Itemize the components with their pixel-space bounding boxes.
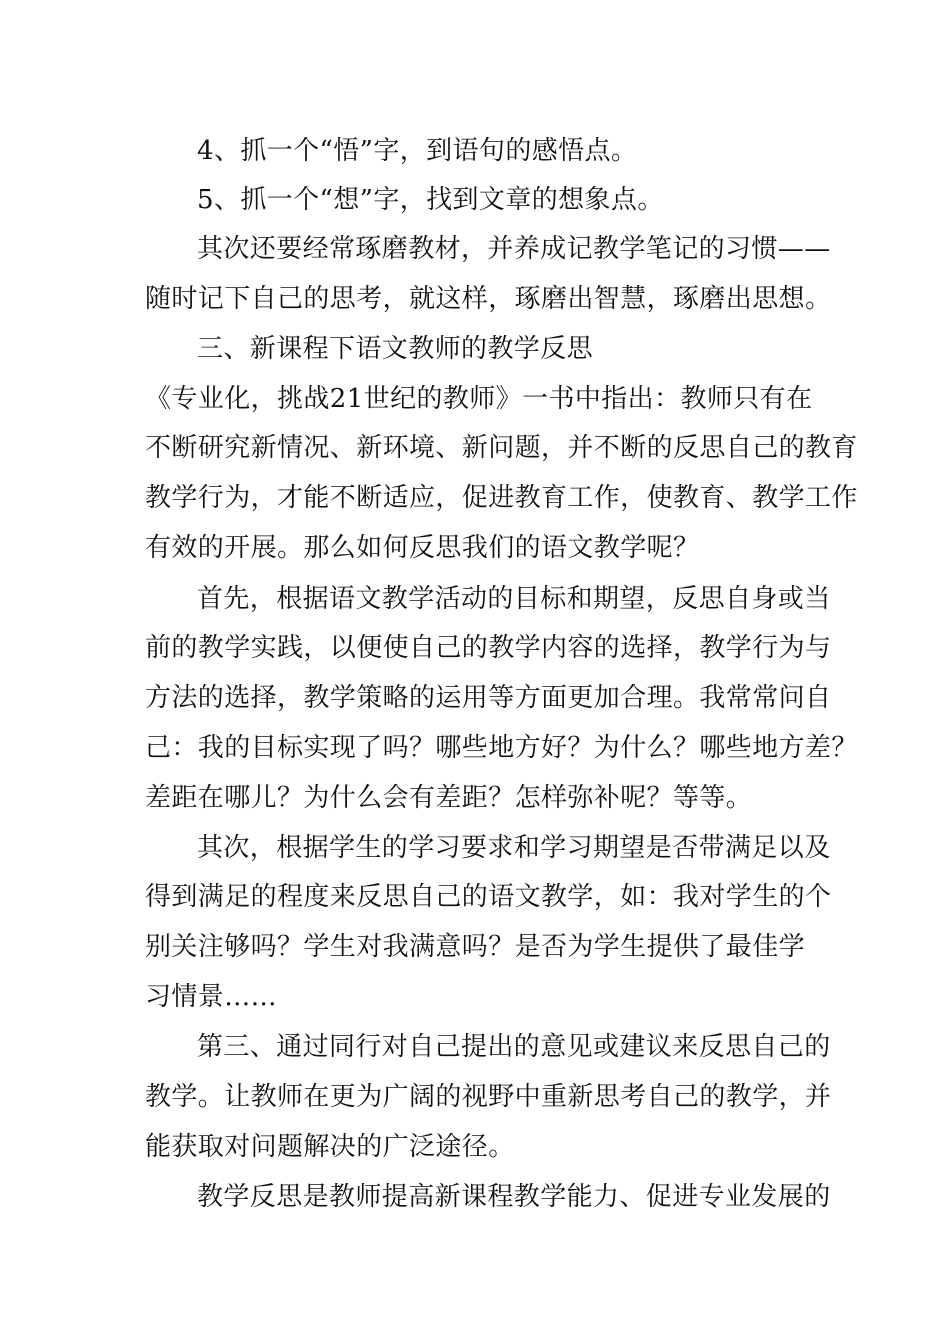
paragraph-line: 别关注够吗？学生对我满意吗？是否为学生提供了最佳学 — [145, 932, 806, 962]
paragraph-line: 得到满足的程度来反思自己的语文教学，如：我对学生的个 — [145, 882, 832, 912]
paragraph-line: 己：我的目标实现了吗？哪些地方好？为什么？哪些地方差？ — [145, 733, 858, 763]
paragraph-line: 教学。让教师在更为广阔的视野中重新思考自己的教学，并 — [145, 1082, 832, 1112]
paragraph-line: 有效的开展。那么如何反思我们的语文教学呢？ — [145, 533, 700, 563]
paragraph-line: 其次还要经常琢磨教材，并养成记教学笔记的习惯—— — [197, 234, 831, 264]
list-item-5: 5、抓一个“想”字，找到文章的想象点。 — [197, 185, 664, 215]
paragraph-line: 习情景…… — [145, 982, 278, 1012]
paragraph-line: 差距在哪儿？为什么会有差距？怎样弥补呢？等等。 — [145, 783, 753, 813]
paragraph-line: 前的教学实践，以便使自己的教学内容的选择，教学行为与 — [145, 633, 832, 663]
paragraph-line: 其次，根据学生的学习要求和学习期望是否带满足以及 — [197, 833, 831, 863]
paragraph-line: 《专业化，挑战21世纪的教师》一书中指出：教师只有在 — [145, 384, 813, 414]
paragraph-line: 教学反思是教师提高新课程教学能力、促进专业发展的 — [197, 1182, 831, 1212]
paragraph-line: 方法的选择，教学策略的运用等方面更加合理。我常常问自 — [145, 683, 832, 713]
paragraph-line: 不断研究新情况、新环境、新问题，并不断的反思自己的教育 — [145, 433, 858, 463]
list-item-4: 4、抓一个“悟”字，到语句的感悟点。 — [197, 136, 638, 166]
paragraph-line: 能获取对问题解决的广泛途径。 — [145, 1132, 515, 1162]
section-heading: 三、新课程下语文教师的教学反思 — [197, 334, 594, 364]
paragraph-line: 第三、通过同行对自己提出的意见或建议来反思自己的 — [197, 1032, 831, 1062]
paragraph-line: 首先，根据语文教学活动的目标和期望，反思自身或当 — [197, 584, 831, 614]
paragraph-line: 随时记下自己的思考，就这样，琢磨出智慧，琢磨出思想。 — [145, 284, 832, 314]
paragraph-line: 教学行为，才能不断适应，促进教育工作，使教育、教学工作 — [145, 483, 858, 513]
